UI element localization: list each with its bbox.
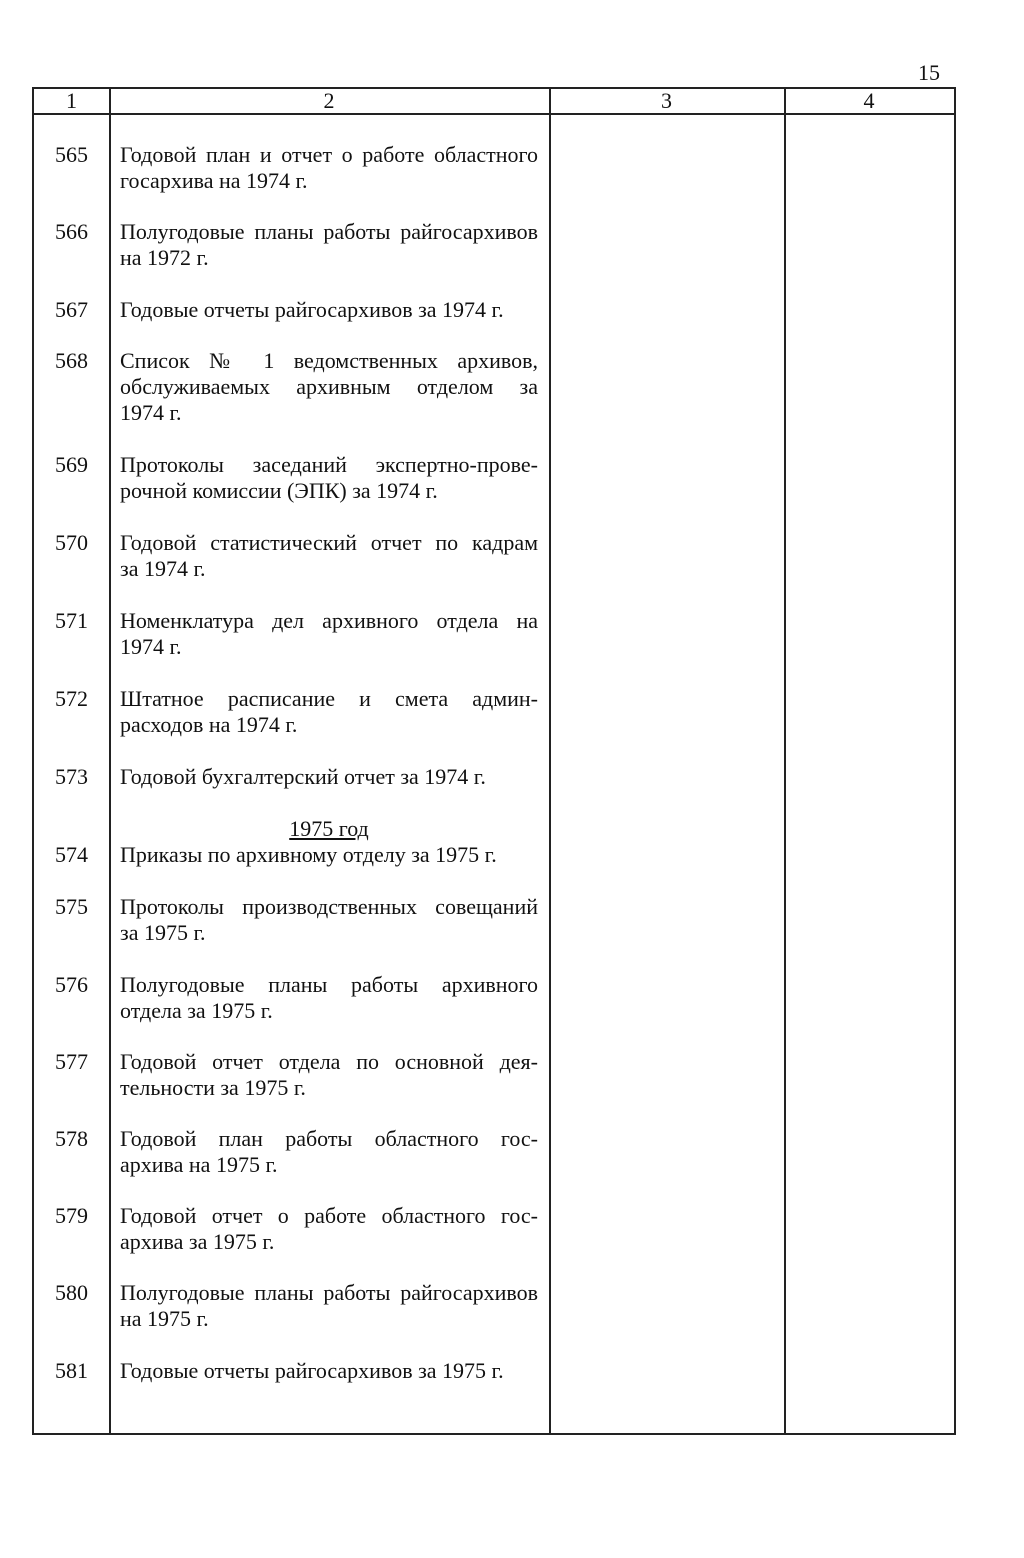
item-title-line: тельности за 1975 г. <box>120 1075 306 1100</box>
column-header-4: 4 <box>863 88 875 113</box>
item-title <box>120 1280 538 1332</box>
item-title-line: на 1972 г. <box>120 245 209 270</box>
item-number: 573 <box>55 764 88 789</box>
item-title <box>120 452 538 504</box>
item-title <box>120 972 538 1024</box>
item-number: 579 <box>55 1203 88 1228</box>
page-number: 15 <box>918 60 940 85</box>
item-title-line: обслуживаемых архивным отделом за <box>120 374 538 399</box>
item-title-line: Список № 1 ведомственных архивов, <box>120 348 538 373</box>
item-title-line: архива на 1975 г. <box>120 1152 278 1177</box>
inventory-table <box>32 87 956 1435</box>
item-number: 569 <box>55 452 88 477</box>
item-number: 581 <box>55 1358 88 1383</box>
item-title <box>120 894 538 946</box>
item-title-line: Годовые отчеты райгосархивов за 1974 г. <box>120 297 504 322</box>
item-title <box>120 297 538 323</box>
table-header <box>34 89 954 115</box>
year-heading: 1975 год <box>289 816 369 841</box>
item-title-line: Протоколы производственных совещаний <box>120 894 538 919</box>
item-title <box>120 142 538 194</box>
item-title-line: Годовые отчеты райгосархивов за 1975 г. <box>120 1358 504 1383</box>
column-divider <box>784 89 786 1433</box>
item-title <box>120 764 538 790</box>
item-number: 577 <box>55 1049 88 1074</box>
item-number: 566 <box>55 219 88 244</box>
item-title-line: за 1975 г. <box>120 920 206 945</box>
item-title-line: Номенклатура дел архивного отдела на <box>120 608 538 633</box>
item-title <box>120 1358 538 1384</box>
item-title-line: за 1974 г. <box>120 556 206 581</box>
item-title-line: рочной комиссии (ЭПК) за 1974 г. <box>120 478 438 503</box>
item-title-line: Годовой бухгалтерский отчет за 1974 г. <box>120 764 486 789</box>
item-title-line: Полугодовые планы работы райгосархивов <box>120 219 538 244</box>
column-divider <box>109 89 111 1433</box>
column-header-3: 3 <box>661 88 672 113</box>
item-title-line: Полугодовые планы работы райгосархивов <box>120 1280 538 1305</box>
item-title <box>120 530 538 582</box>
item-title <box>120 1126 538 1178</box>
item-title-line: Годовой отчет о работе областного гос- <box>120 1203 538 1228</box>
item-title <box>120 608 538 660</box>
item-title-line: Годовой план и отчет о работе областного <box>120 142 538 167</box>
item-number: 580 <box>55 1280 88 1305</box>
item-number: 572 <box>55 686 88 711</box>
item-title-line: на 1975 г. <box>120 1306 209 1331</box>
item-title-line: госархива на 1974 г. <box>120 168 308 193</box>
item-title-line: 1974 г. <box>120 400 182 425</box>
item-title <box>120 1203 538 1255</box>
item-number: 565 <box>55 142 88 167</box>
column-divider <box>549 89 551 1433</box>
item-title <box>120 1049 538 1101</box>
item-title <box>120 686 538 738</box>
item-title-line: Годовой отчет отдела по основной дея- <box>120 1049 538 1074</box>
item-title-line: Годовой статистический отчет по кадрам <box>120 530 538 555</box>
item-title <box>120 348 538 426</box>
item-number: 575 <box>55 894 88 919</box>
item-title-line: Полугодовые планы работы архивного <box>120 972 538 997</box>
item-title-line: Годовой план работы областного гос- <box>120 1126 538 1151</box>
item-number: 576 <box>55 972 88 997</box>
item-title-line: отдела за 1975 г. <box>120 998 273 1023</box>
item-number: 567 <box>55 297 88 322</box>
item-number: 571 <box>55 608 88 633</box>
item-number: 568 <box>55 348 88 373</box>
item-title-line: архива за 1975 г. <box>120 1229 275 1254</box>
item-title-line: 1974 г. <box>120 634 182 659</box>
item-title-line: Штатное расписание и смета админ- <box>120 686 538 711</box>
item-title <box>120 842 538 868</box>
column-header-2: 2 <box>323 88 335 113</box>
item-title <box>120 219 538 271</box>
item-number: 574 <box>55 842 88 867</box>
item-number: 570 <box>55 530 88 555</box>
item-title-line: Приказы по архивному отделу за 1975 г. <box>120 842 497 867</box>
item-title-line: расходов на 1974 г. <box>120 712 298 737</box>
item-number: 578 <box>55 1126 88 1151</box>
column-header-1: 1 <box>66 88 77 113</box>
item-title-line: Протоколы заседаний экспертно-прове- <box>120 452 538 477</box>
